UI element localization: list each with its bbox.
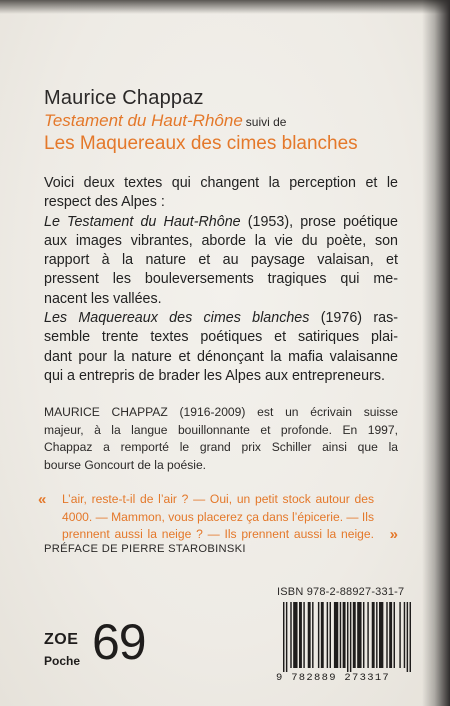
blurb-line: respect des Alpes : bbox=[44, 194, 165, 211]
work-1-line-rest: (1953), prose poétique bbox=[240, 213, 398, 230]
quote-close-mark: » bbox=[389, 526, 398, 543]
barcode-icon bbox=[283, 602, 411, 672]
bio-line: bourse Goncourt de la poésie. bbox=[44, 457, 207, 472]
isbn-label: ISBN 978-2-88927-331-7 bbox=[277, 586, 405, 598]
quote-line: L’air, reste-t-il de l’air ? — Oui, un petit stock autour des bbox=[62, 492, 374, 506]
blurb-line: dant pour la nature et dénonçant la mafia valaisanne bbox=[44, 348, 398, 365]
title-maquereaux: Les Maquereaux des cimes blanches bbox=[44, 133, 358, 154]
author-name: Maurice Chappaz bbox=[44, 87, 204, 109]
blurb-work-1-line bbox=[44, 213, 398, 232]
blurb-line: Voici deux textes qui changent la perception et le bbox=[44, 175, 398, 191]
blurb-work-2-line bbox=[44, 309, 398, 328]
collection-label-poche: Poche bbox=[44, 654, 81, 668]
blurb-line: qui a entrepris de brader les Alpes aux entrepreneurs. bbox=[44, 367, 385, 384]
suivi-de-label: suivi de bbox=[245, 115, 287, 129]
blurb-line: pressent les bouleversements tragiques qui me- bbox=[44, 271, 398, 288]
preface-credit: PRÉFACE DE PIERRE STAROBINSKI bbox=[44, 543, 246, 555]
cover-top-shadow bbox=[0, 0, 450, 14]
bio-line: majeur, à la langue bouillonnante et profonde. En 1997, bbox=[44, 422, 398, 437]
bio-line: Chappaz a remporté le grand prix Schiller ainsi que la bbox=[44, 440, 398, 455]
work-1-title: Le Testament du Haut-Rhône bbox=[44, 213, 241, 230]
publisher-logo-zoe: ZOE bbox=[44, 631, 79, 648]
work-2-title: Les Maquereaux des cimes blanches bbox=[44, 310, 310, 327]
title-testament bbox=[44, 111, 286, 131]
blurb-line: rapport à la nature et au paysage valaisan, et bbox=[44, 252, 398, 269]
collection-number: 69 bbox=[92, 614, 146, 670]
author-bio bbox=[44, 404, 398, 474]
quote-line: 4000. — Mammon, vous placerez ça dans l’épicerie. — Ils bbox=[62, 509, 374, 524]
blurb-line: semble trente textes poétiques et satiriques plai- bbox=[44, 329, 398, 346]
blurb-line: nacent les vallées. bbox=[44, 290, 162, 307]
cover-right-edge-shadow bbox=[422, 0, 450, 706]
barcode-number: 9 782889 273317 bbox=[276, 672, 391, 684]
quote-line: prennent aussi la neige ? — Ils prennent aussi la neige. bbox=[62, 527, 374, 542]
blurb-line: aux images vibrantes, aborde la vie du poète, son bbox=[44, 232, 398, 249]
title-testament-text: Testament du Haut-Rhône bbox=[44, 111, 243, 130]
work-2-line-rest: (1976) ras- bbox=[309, 310, 398, 327]
bio-line: MAURICE CHAPPAZ (1916-2009) est un écrivain suisse bbox=[44, 405, 398, 419]
quote-open-mark: « bbox=[38, 491, 47, 508]
blurb-paragraph bbox=[44, 174, 398, 386]
